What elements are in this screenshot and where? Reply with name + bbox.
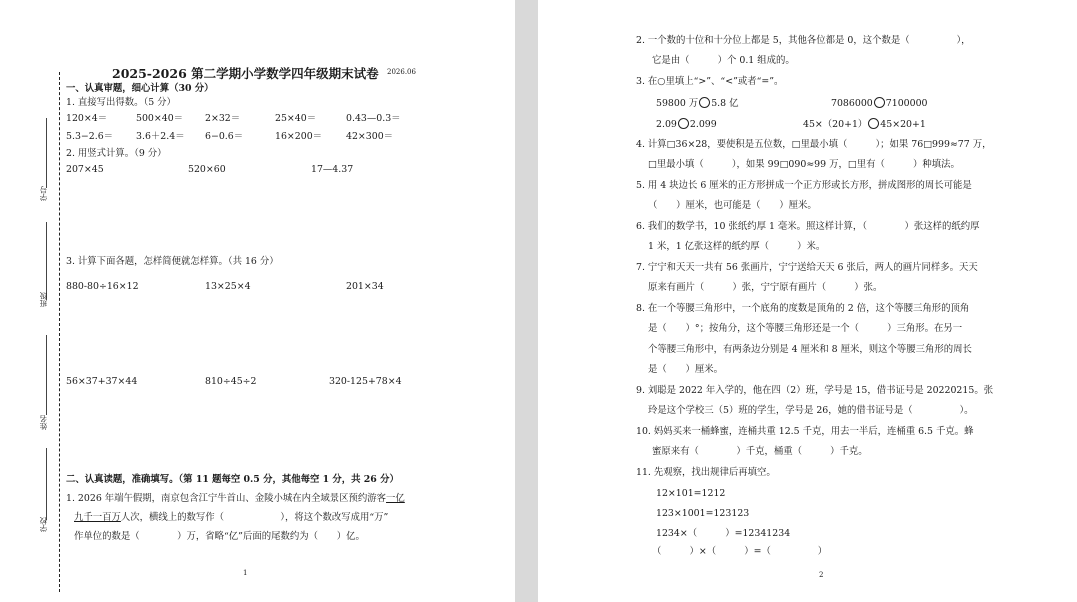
s1-q1-r2-c4: 16×200＝ <box>275 131 323 142</box>
s1-q2-item-3: 17—4.37 <box>311 164 354 175</box>
s1-q1-r1-c1: 120×4＝ <box>66 113 108 124</box>
q10-line2: 蜜原来有（ ）千克，桶重（ ）千克。 <box>652 446 868 457</box>
s2-q1-line2: 九千一百万人次，横线上的数写作（ ），将这个数改写成用“万” <box>74 512 389 523</box>
exam-title: 2025-2026 第二学期小学数学四年级期末试卷 <box>112 66 379 81</box>
binding-line-student-no <box>46 118 47 188</box>
q9-line1: 9. 刘聪是 2022 年入学的，他在四（2）班，学号是 15，借书证号是 20220215。张 <box>636 385 994 396</box>
q11-line1: 12×101=1212 <box>656 488 726 499</box>
q5-line2: （ ）厘米，也可能是（ ）厘米。 <box>648 200 817 211</box>
s1-q1-r1-c5: 0.43—0.3＝ <box>346 113 401 124</box>
exam-page-2 <box>538 0 1077 602</box>
binding-label-student-no: 学号 <box>39 186 48 201</box>
q7-line1: 7. 宁宁和天天一共有 56 张画片，宁宁送给天天 6 张后，两人的画片同样多。天天 <box>636 262 978 273</box>
s1-q1-r2-c2: 3.6＋2.4＝ <box>136 131 185 142</box>
compare-circle[interactable] <box>874 97 885 108</box>
exam-date: 2026.06 <box>387 68 416 76</box>
q4-line1: 4. 计算□36×28，要使积是五位数，□里最小填（ ）；如果 76□999≈77 万， <box>636 139 992 150</box>
q11-line4: （ ）×（ ）=（ ） <box>652 546 828 557</box>
compare-circle[interactable] <box>678 118 689 129</box>
s1-q1-r2-c5: 42×300＝ <box>346 131 394 142</box>
s1-q3-r2-c2: 810÷45÷2 <box>205 376 257 387</box>
q2-line2: 它是由（ ）个 0.1 组成的。 <box>652 55 795 66</box>
binding-dashed-line <box>59 72 60 592</box>
s1-q2-title: 2. 用竖式计算。（9 分） <box>66 148 167 159</box>
s1-q2-item-2: 520×60 <box>188 164 226 175</box>
binding-line-name <box>46 335 47 415</box>
q5-line1: 5. 用 4 块边长 6 厘米的正方形拼成一个正方形或长方形，拼成图形的周长可能是 <box>636 180 972 191</box>
q11-line3: 1234×（ ）=12341234 <box>656 528 791 539</box>
s1-q3-title: 3. 计算下面各题，怎样简便就怎样算。（共 16 分） <box>66 256 279 267</box>
s1-q3-r2-c3: 320-125+78×4 <box>329 376 402 387</box>
q3-title: 3. 在○里填上“>”、“<”或者“=”。 <box>636 76 784 87</box>
s2-q1-underline-2: 九千一百万 <box>74 512 121 523</box>
q3-item-1: 59800 万 5.8 亿 <box>656 98 739 109</box>
q11-line2: 123×1001=123123 <box>656 508 750 519</box>
q7-line2: 原来有画片（ ）张，宁宁原有画片（ ）张。 <box>648 282 883 293</box>
q9-line2: 玲是这个学校三（5）班的学生，学号是 26，她的借书证号是（ ）。 <box>648 405 974 416</box>
section1-heading: 一、认真审题，细心计算（30 分） <box>66 83 214 94</box>
s1-q1-r1-c3: 2×32＝ <box>205 113 241 124</box>
q8-line2: 是（ ）°；按角分，这个等腰三角形还是一个（ ）三角形。在另一 <box>648 323 963 334</box>
page-number-1: 1 <box>243 569 248 577</box>
s1-q1-r2-c1: 5.3−2.6＝ <box>66 131 114 142</box>
s2-q1-line1: 1. 2026 年端午假期，南京包含江宁牛首山、金陵小城在内全域景区预约游客一亿 <box>66 493 405 504</box>
s1-q1-r1-c4: 25×40＝ <box>275 113 317 124</box>
binding-label-class: 班级 <box>39 292 48 307</box>
q6-line2: 1 米，1 亿张这样的纸约厚（ ）米。 <box>648 241 826 252</box>
s1-q3-r2-c1: 56×37+37×44 <box>66 376 138 387</box>
s1-q2-item-1: 207×45 <box>66 164 104 175</box>
q3-item-4: 45×（20+1） 45×20+1 <box>803 119 926 130</box>
s1-q1-title: 1. 直接写出得数。（5 分） <box>66 97 176 108</box>
page-number-2: 2 <box>819 571 824 579</box>
binding-label-school: 学校 <box>39 517 48 532</box>
section2-heading: 二、认真读题，准确填写。（第 11 题每空 0.5 分，其他每空 1 分，共 26 分） <box>66 474 399 485</box>
s1-q3-r1-c1: 880-80÷16×12 <box>66 281 139 292</box>
s1-q1-r1-c2: 500×40＝ <box>136 113 184 124</box>
q11-title: 11. 先观察，找出规律后再填空。 <box>636 467 776 478</box>
q3-item-3: 2.09 2.099 <box>656 119 717 130</box>
binding-line-school <box>46 448 47 520</box>
q6-line1: 6. 我们的数学书，10 张纸约厚 1 毫米。照这样计算，（ ）张这样的纸约厚 <box>636 221 980 232</box>
q10-line1: 10. 妈妈买来一桶蜂蜜，连桶共重 12.5 千克，用去一半后，连桶重 6.5 千克。蜂 <box>636 426 974 437</box>
s2-q1-underline-1: 一亿 <box>386 493 405 504</box>
q3-item-2: 7086000 7100000 <box>831 98 928 109</box>
binding-label-name: 姓名 <box>39 415 48 430</box>
compare-circle[interactable] <box>699 97 710 108</box>
compare-circle[interactable] <box>868 118 879 129</box>
exam-page-1 <box>0 0 515 602</box>
q2-line1: 2. 一个数的十位和十分位上都是 5，其他各位都是 0，这个数是（ ）， <box>636 35 971 46</box>
s1-q3-r1-c3: 201×34 <box>346 281 384 292</box>
q4-line2: □里最小填（ ），如果 99□090≈99 万，□里有（ ）种填法。 <box>648 159 960 170</box>
s1-q1-r2-c3: 6−0.6＝ <box>205 131 244 142</box>
q8-line3: 个等腰三角形中，有两条边分别是 4 厘米和 8 厘米，则这个等腰三角形的周长 <box>648 344 972 355</box>
q8-line4: 是（ ）厘米。 <box>648 364 724 375</box>
s1-q3-r1-c2: 13×25×4 <box>205 281 251 292</box>
s2-q1-line3: 作单位的数是（ ）万，省略“亿”后面的尾数约为（ ）亿。 <box>74 531 365 542</box>
binding-line-class <box>46 222 47 300</box>
q8-line1: 8. 在一个等腰三角形中，一个底角的度数是顶角的 2 倍，这个等腰三角形的顶角 <box>636 303 970 314</box>
